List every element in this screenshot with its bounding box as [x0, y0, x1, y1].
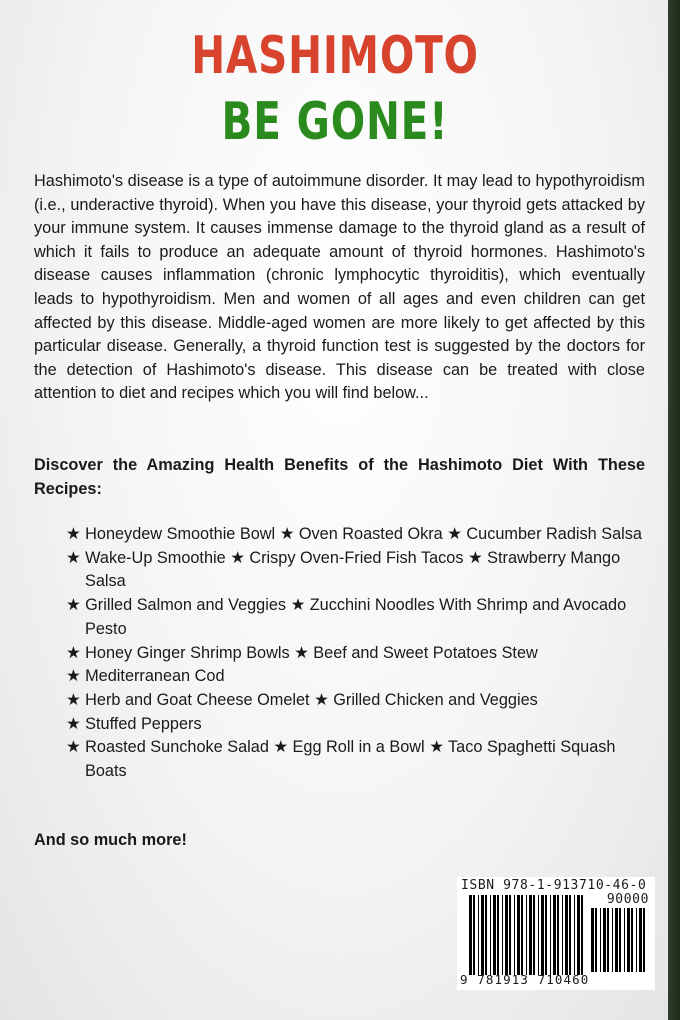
star-icon: ★ [66, 596, 86, 615]
spine-edge [668, 0, 680, 1020]
recipe-line [66, 665, 646, 689]
barcode-bar [478, 895, 479, 975]
barcode-bar [557, 895, 559, 975]
recipe-line [66, 523, 646, 547]
barcode-bar [574, 895, 575, 975]
barcode-bar [505, 895, 508, 975]
barcode-bar [545, 895, 547, 975]
recipe-item: Crispy Oven-Fried Fish Tacos [249, 548, 464, 567]
star-icon: ★ [314, 690, 334, 709]
recipe-line [66, 547, 646, 594]
title-line-2: BE GONE! [221, 92, 449, 152]
barcode-bar [639, 908, 642, 972]
price-addon-code: 90000 [606, 892, 649, 907]
recipe-item: Zucchini Noodles With Shrimp and Avocado Pesto [85, 596, 627, 638]
barcode-bar [485, 895, 487, 975]
barcode-bar [600, 908, 601, 972]
ean-digits: 9 781913 710460 [460, 972, 590, 987]
recipe-item: Cucumber Radish Salsa [466, 525, 642, 543]
barcode-bar [517, 895, 520, 975]
addon-barcode-bars [591, 908, 649, 972]
barcode-bar [502, 895, 503, 975]
recipe-item: Stuffed Peppers [85, 714, 202, 733]
barcode-bar [607, 908, 609, 972]
recipe-line [66, 736, 646, 783]
star-icon: ★ [230, 548, 250, 567]
recipe-line [66, 594, 646, 641]
barcode-bar [615, 908, 618, 972]
recipe-line [66, 713, 646, 737]
star-icon: ★ [66, 667, 86, 686]
discover-heading: Discover the Amazing Health Benefits of the Hashimoto Diet With These Recipes: [34, 456, 645, 498]
star-icon: ★ [66, 643, 86, 662]
closing-text: And so much more! [34, 831, 187, 849]
recipe-item: Grilled Chicken and Veggies [333, 690, 538, 709]
recipe-item: Roasted Sunchoke Salad [85, 738, 269, 757]
star-icon: ★ [447, 525, 467, 543]
star-icon: ★ [429, 738, 449, 757]
title-line-1: HASHIMOTO [191, 26, 479, 86]
barcode-bar [581, 895, 583, 975]
barcode-bar [529, 895, 532, 975]
barcode-bar [514, 895, 515, 975]
barcode-bar [619, 908, 621, 972]
recipe-list [66, 523, 646, 784]
recipe-item: Beef and Sweet Potatoes Stew [313, 643, 538, 662]
barcode-bar [624, 908, 625, 972]
barcode-bar [481, 895, 484, 975]
barcode-bar [553, 895, 556, 975]
barcode-bar [526, 895, 527, 975]
barcode-bar [469, 895, 472, 975]
barcode-bar [538, 895, 539, 975]
barcode-bar [490, 895, 491, 975]
star-icon: ★ [279, 525, 299, 543]
barcode-bar [533, 895, 535, 975]
barcode-bar [636, 908, 637, 972]
recipe-line [66, 689, 646, 713]
barcode-bar [521, 895, 523, 975]
star-icon: ★ [66, 690, 86, 709]
recipe-item: Strawberry Mango Salsa [85, 548, 621, 591]
barcode-bar [493, 895, 496, 975]
star-icon: ★ [66, 714, 86, 733]
barcode-bar [562, 895, 563, 975]
star-icon: ★ [294, 643, 314, 662]
barcode-bar [497, 895, 499, 975]
isbn-barcode [457, 877, 655, 990]
barcode-bar [612, 908, 613, 972]
barcode-bar [550, 895, 551, 975]
star-icon: ★ [468, 548, 488, 567]
recipe-item: Grilled Salmon and Veggies [85, 596, 287, 615]
isbn-number: ISBN 978-1-913710-46-0 [461, 878, 647, 893]
star-icon: ★ [66, 525, 86, 543]
barcode-bar [631, 908, 633, 972]
intro-paragraph: Hashimoto's disease is a type of autoimmune disorder. It may lead to hypothyroidism (i.e., underactive thyroid). When you have this disease, your thyroid gets attacked by your immune system. It causes immense damage to the thyroid gland as a result of which it fails to produce an adequate amount of thyroid hormones. Hashimoto's disease causes inflammation (chronic lymphocytic thyroiditis), which eventually leads to hypothyroidism. Men and women of all ages and even children can get affected by this disease. Middle-aged women are more likely to get affected by this particular disease. Generally, a thyroid function test is suggested by the doctors for the detection of Hashimoto's disease. This disease can be treated with close attention to diet and recipes which you will find below... [34, 172, 645, 403]
barcode-bar [569, 895, 571, 975]
recipe-item: Herb and Goat Cheese Omelet [85, 690, 310, 709]
star-icon: ★ [290, 596, 310, 615]
ean-barcode-bars [469, 895, 587, 975]
barcode-bar [565, 895, 568, 975]
recipe-item: Oven Roasted Okra [298, 525, 443, 543]
barcode-bar [473, 895, 475, 975]
recipe-item: Honeydew Smoothie Bowl [85, 525, 276, 543]
barcode-bar [627, 908, 630, 972]
star-icon: ★ [66, 548, 86, 567]
recipe-item: Wake-Up Smoothie [85, 548, 226, 567]
barcode-bar [577, 895, 580, 975]
recipe-item: Honey Ginger Shrimp Bowls [85, 643, 290, 662]
recipe-item: Egg Roll in a Bowl [292, 738, 425, 757]
barcode-bar [603, 908, 606, 972]
recipe-item: Taco Spaghetti Squash Boats [85, 738, 616, 781]
barcode-bar [541, 895, 544, 975]
star-icon: ★ [273, 738, 293, 757]
barcode-bar [643, 908, 645, 972]
barcode-bar [509, 895, 511, 975]
barcode-bar [595, 908, 597, 972]
recipe-item: Mediterranean Cod [85, 667, 225, 686]
barcode-bar [591, 908, 594, 972]
recipe-line [66, 642, 646, 666]
star-icon: ★ [66, 738, 86, 757]
